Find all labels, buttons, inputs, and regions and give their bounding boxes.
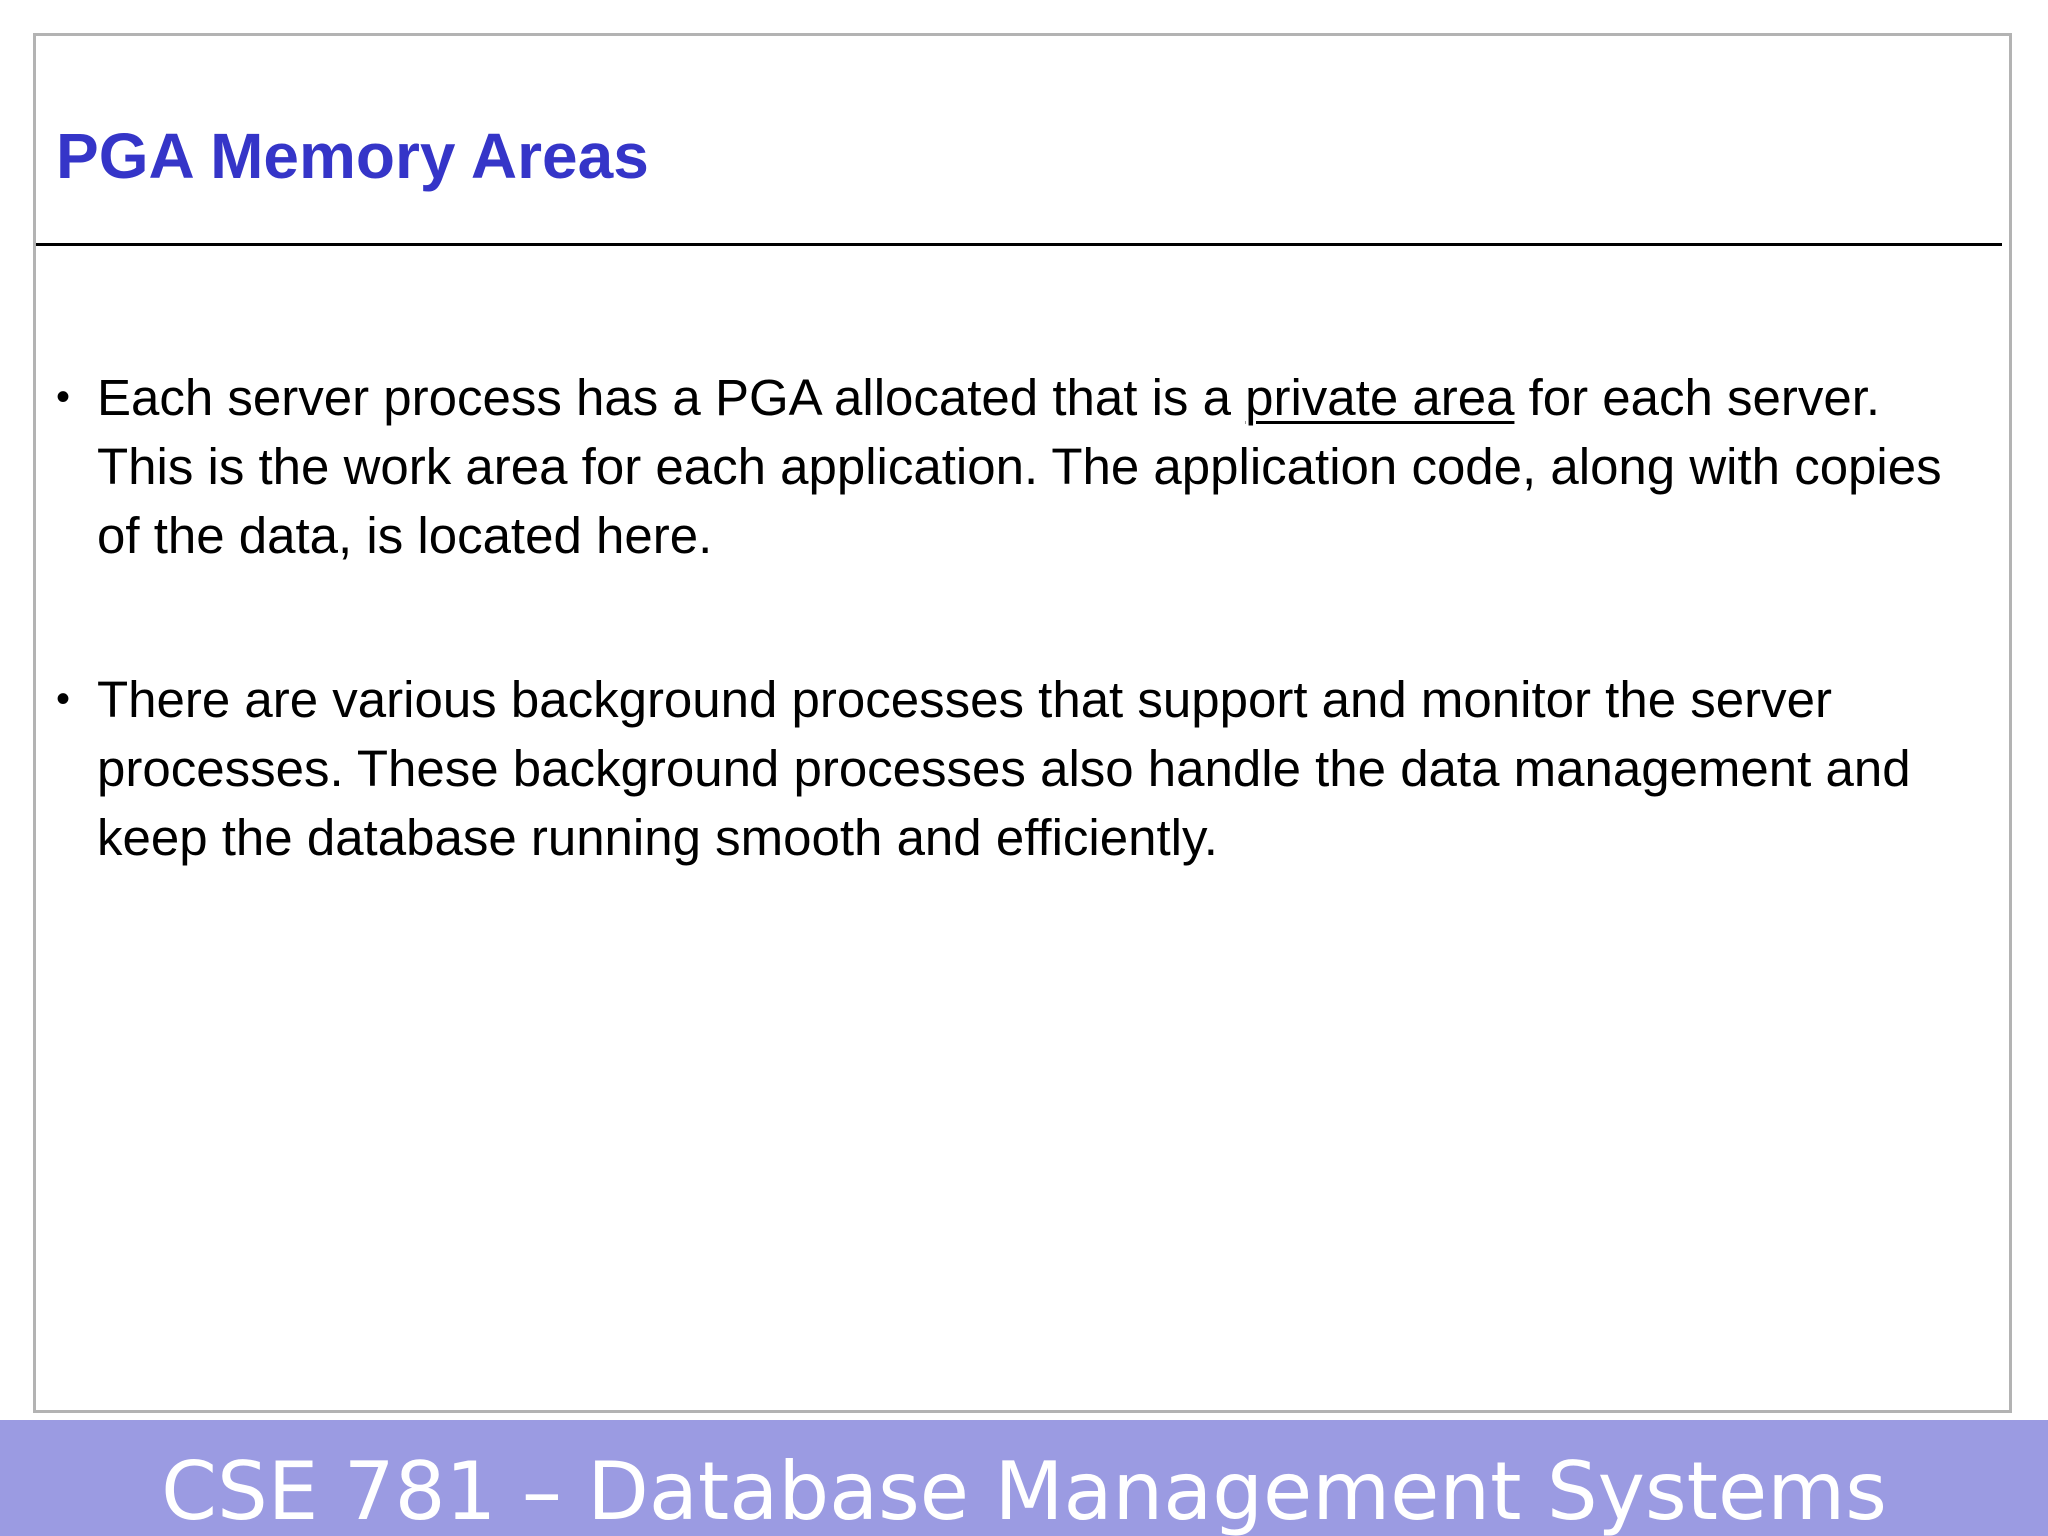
course-footer-title: CSE 781 – Database Management Systems xyxy=(161,1445,1887,1536)
bullet-text: There are various background processes that support and monitor the server processes. These background processes also handle the data management and keep the database running smooth and efficiently. xyxy=(97,671,1911,866)
underlined-term: private area xyxy=(1245,369,1515,426)
bullet-text-after: for each server. This is the work area for each application. The application code, along with copies of the data, is located here. xyxy=(97,369,1942,564)
bullet-text xyxy=(97,363,1946,570)
bullet-text-before: Each server process has a PGA allocated that is a xyxy=(97,369,1246,426)
footer-bar xyxy=(0,1420,2048,1536)
bullet-dot-icon: • xyxy=(56,677,71,721)
bullet-dot-icon: • xyxy=(56,375,71,419)
bullet-item-background-processes xyxy=(56,665,1946,872)
bullet-item-pga xyxy=(56,363,1946,570)
title-divider xyxy=(36,243,2002,246)
slide xyxy=(33,33,2012,1413)
slide-title: PGA Memory Areas xyxy=(56,120,649,192)
